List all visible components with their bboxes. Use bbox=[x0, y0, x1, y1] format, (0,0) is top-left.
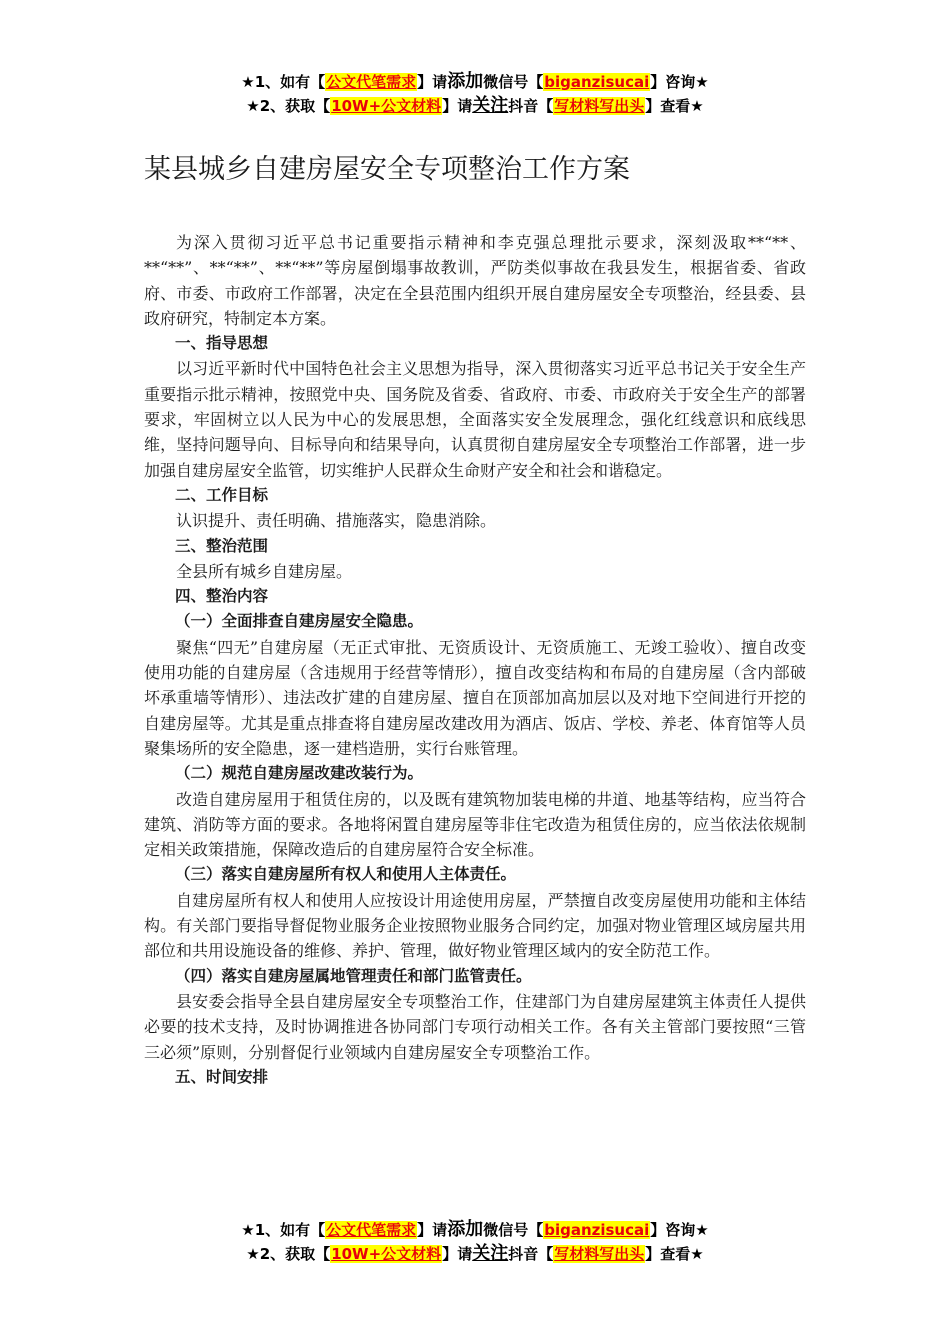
banner-text: ★2、获取【 bbox=[246, 97, 331, 115]
banner-text: ★2、获取【 bbox=[246, 1245, 331, 1263]
banner-text: 微信号【 bbox=[483, 73, 544, 91]
highlight-wechat-id: biganzisucai bbox=[544, 73, 650, 91]
banner-line-2 bbox=[0, 1242, 950, 1266]
banner-text: ★1、如有【 bbox=[241, 73, 326, 91]
top-banner bbox=[0, 70, 950, 118]
highlight-douyin: 写材料写出头 bbox=[554, 97, 645, 115]
body-paragraph: 以习近平新时代中国特色社会主义思想为指导，深入贯彻落实习近平总书记关于安全生产重要指示批示精神，按照党中央、国务院及省委、省政府、市委、市政府关于安全生产的部署要求，牢固树立以人民为中心的发展思想，全面落实安全发展理念，强化红线意识和底线思维，坚持问题导向、目标导向和结果导向，认真贯彻自建房屋安全专项整治工作部署，进一步加强自建房屋安全监管，切实维护人民群众生命财产安全和社会和谐稳定。 bbox=[144, 359, 806, 480]
highlight-wechat-id: biganzisucai bbox=[544, 1221, 650, 1239]
section-heading: （二）规范自建房屋改建改装行为。 bbox=[175, 764, 424, 783]
section-heading: （三）落实自建房屋所有权人和使用人主体责任。 bbox=[175, 865, 517, 884]
body-paragraph: 县安委会指导全县自建房屋安全专项整治工作，住建部门为自建房屋建筑主体责任人提供必要的技术支持，及时协调推进各协同部门专项行动相关工作。各有关主管部门要按照“三管三必须”原则，分别督促行业领域内自建房屋安全专项整治工作。 bbox=[144, 991, 806, 1062]
banner-emphasis: 添加 bbox=[447, 1219, 484, 1240]
section-heading: 三、整治范围 bbox=[175, 536, 269, 555]
banner-text: 】咨询★ bbox=[650, 1221, 709, 1239]
body-paragraph: 聚焦“四无”自建房屋（无正式审批、无资质设计、无资质施工、无竣工验收）、擅自改变使用功能的自建房屋（含违规用于经营等情形），擅自改变结构和布局的自建房屋（含内部破坏承重墙等情形）、违法改扩建的自建房屋、擅自在顶部加高加层以及对地下空间进行开挖的自建房屋等。尤其是重点排查将自建房屋改建改用为酒店、饭店、学校、养老、体育馆等人员聚集场所的安全隐患，逐一建档造册，实行台账管理。 bbox=[144, 637, 806, 758]
body-paragraph: 改造自建房屋用于租赁住房的，以及既有建筑物加装电梯的井道、地基等结构，应当符合建筑、消防等方面的要求。各地将闲置自建房屋等非住宅改造为租赁住房的，应当依法依规制定相关政策措施，保障改造后的自建房屋符合安全标准。 bbox=[144, 789, 806, 860]
highlight-service: 公文代笔需求 bbox=[326, 1221, 417, 1239]
body-paragraph: 自建房屋所有权人和使用人应按设计用途使用房屋，严禁擅自改变房屋使用功能和主体结构。有关部门要指导督促物业服务企业按照物业服务合同约定，加强对物业管理区域房屋共用部位和共用设施设备的维修、养护、管理，做好物业管理区域内的安全防范工作。 bbox=[144, 890, 806, 961]
banner-text: 】查看★ bbox=[645, 1245, 704, 1263]
banner-text: ★1、如有【 bbox=[241, 1221, 326, 1239]
section-heading: （一）全面排查自建房屋安全隐患。 bbox=[175, 612, 424, 631]
section-heading: 四、整治内容 bbox=[175, 587, 269, 606]
document-body bbox=[144, 230, 806, 1090]
banner-text: 】请 bbox=[442, 97, 473, 115]
document-title: 某县城乡自建房屋安全专项整治工作方案 bbox=[144, 154, 630, 185]
banner-emphasis: 关注 bbox=[472, 1243, 509, 1264]
section-heading: （四）落实自建房屋属地管理责任和部门监管责任。 bbox=[175, 966, 532, 985]
banner-text: 抖音【 bbox=[508, 1245, 554, 1263]
bottom-banner bbox=[0, 1218, 950, 1266]
section-heading: 一、指导思想 bbox=[175, 334, 269, 353]
banner-text: 】咨询★ bbox=[650, 73, 709, 91]
highlight-douyin: 写材料写出头 bbox=[554, 1245, 645, 1263]
section-heading: 五、时间安排 bbox=[175, 1067, 269, 1086]
banner-line-1 bbox=[0, 1218, 950, 1242]
banner-text: 微信号【 bbox=[483, 1221, 544, 1239]
highlight-materials: 10W+公文材料 bbox=[331, 97, 442, 115]
banner-text: 】请 bbox=[417, 1221, 448, 1239]
banner-emphasis: 添加 bbox=[447, 71, 484, 92]
banner-text: 抖音【 bbox=[508, 97, 554, 115]
banner-emphasis: 关注 bbox=[472, 95, 509, 116]
banner-text: 】查看★ bbox=[645, 97, 704, 115]
highlight-service: 公文代笔需求 bbox=[326, 73, 417, 91]
body-paragraph: 为深入贯彻习近平总书记重要指示精神和李克强总理批示要求，深刻汲取**“**、**“**”、**“**”、**“**”等房屋倒塌事故教训，严防类似事故在我县发生，根据省委、省政府、市委、市政府工作部署，决定在全县范围内组织开展自建房屋安全专项整治，经县委、县政府研究，特制定本方案。 bbox=[144, 233, 806, 328]
banner-text: 】请 bbox=[417, 73, 448, 91]
highlight-materials: 10W+公文材料 bbox=[331, 1245, 442, 1263]
section-heading: 二、工作目标 bbox=[175, 485, 269, 504]
banner-line-2 bbox=[0, 94, 950, 118]
banner-line-1 bbox=[0, 70, 950, 94]
body-paragraph: 认识提升、责任明确、措施落实，隐患消除。 bbox=[176, 511, 497, 531]
banner-text: 】请 bbox=[442, 1245, 473, 1263]
body-paragraph: 全县所有城乡自建房屋。 bbox=[176, 561, 353, 581]
